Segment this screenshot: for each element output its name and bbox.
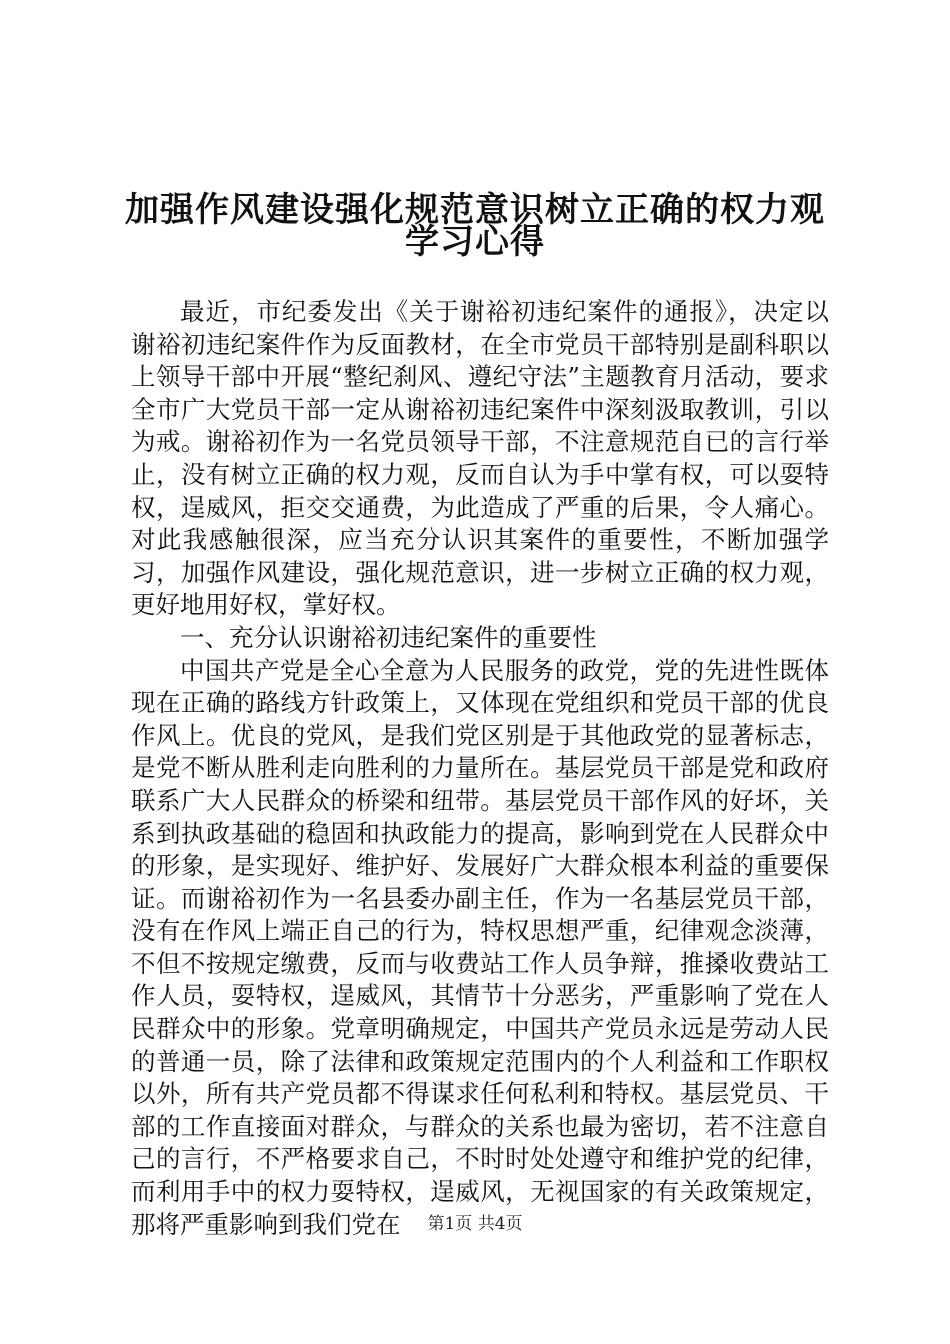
section-heading-1: 一、充分认识谢裕初违纪案件的重要性: [180, 622, 597, 652]
document-body: [131, 296, 829, 1241]
paragraph-section-1: 中国共产党是全心全意为人民服务的政党，党的先进性既体现在正确的路线方针政策上，又体现在党组织和党员干部的优良作风上。优良的党风，是我们党区别是于其他政党的显著标志，是党不断从胜利走向胜利的力量所在。基层党员干部是党和政府联系广大人民群众的桥梁和纽带。基层党员干部作风的好坏，关系到执政基础的稳固和执政能力的提高，影响到党在人民群众中的形象，是实现好、维护好、发展好广大群众根本利益的重要保证。而谢裕初作为一名县委办副主任，作为一名基层党员干部，没有在作风上端正自己的行为，特权思想严重，纪律观念淡薄，不但不按规定缴费，反而与收费站工作人员争辩，推搡收费站工作人员，耍特权，逞威风，其情节十分恶劣，严重影响了党在人民群众中的形象。党章明确规定，中国共产党员永远是劳动人民的普通一员，除了法律和政策规定范围内的个人利益和工作职权以外，所有共产党员都不得谋求任何私利和特权。基层党员、干部的工作直接面对群众，与群众的关系也最为密切，若不注意自己的言行，不严格要求自己，不时时处处遵守和维护党的纪律，而利用手中的权力耍特权，逞威风，无视国家的有关政策规定，那将严重影响到我们党在: [131, 655, 829, 1239]
document-title-line-2: 学习心得: [405, 222, 545, 262]
page-number-footer: 第1页 共4页: [427, 1214, 523, 1234]
document-title-line-1: 加强作风建设强化规范意识树立正确的权力观: [125, 190, 825, 230]
paragraph-intro: 最近，市纪委发出《关于谢裕初违纪案件的通报》，决定以谢裕初违纪案件作为反面教材，在全市党员干部特别是副科职以上领导干部中开展“整纪刹风、遵纪守法”主题教育月活动，要求全市广大党员干部一定从谢裕初违纪案件中深刻汲取教训，引以为戒。谢裕初作为一名党员领导干部，不注意规范自已的言行举止，没有树立正确的权力观，反而自认为手中掌有权，可以耍特权，逞威风，拒交交通费，为此造成了严重的后果，令人痛心。对此我感触很深，应当充分认识其案件的重要性，不断加强学习，加强作风建设，强化规范意识，进一步树立正确的权力观，更好地用好权，掌好权。: [131, 297, 829, 620]
